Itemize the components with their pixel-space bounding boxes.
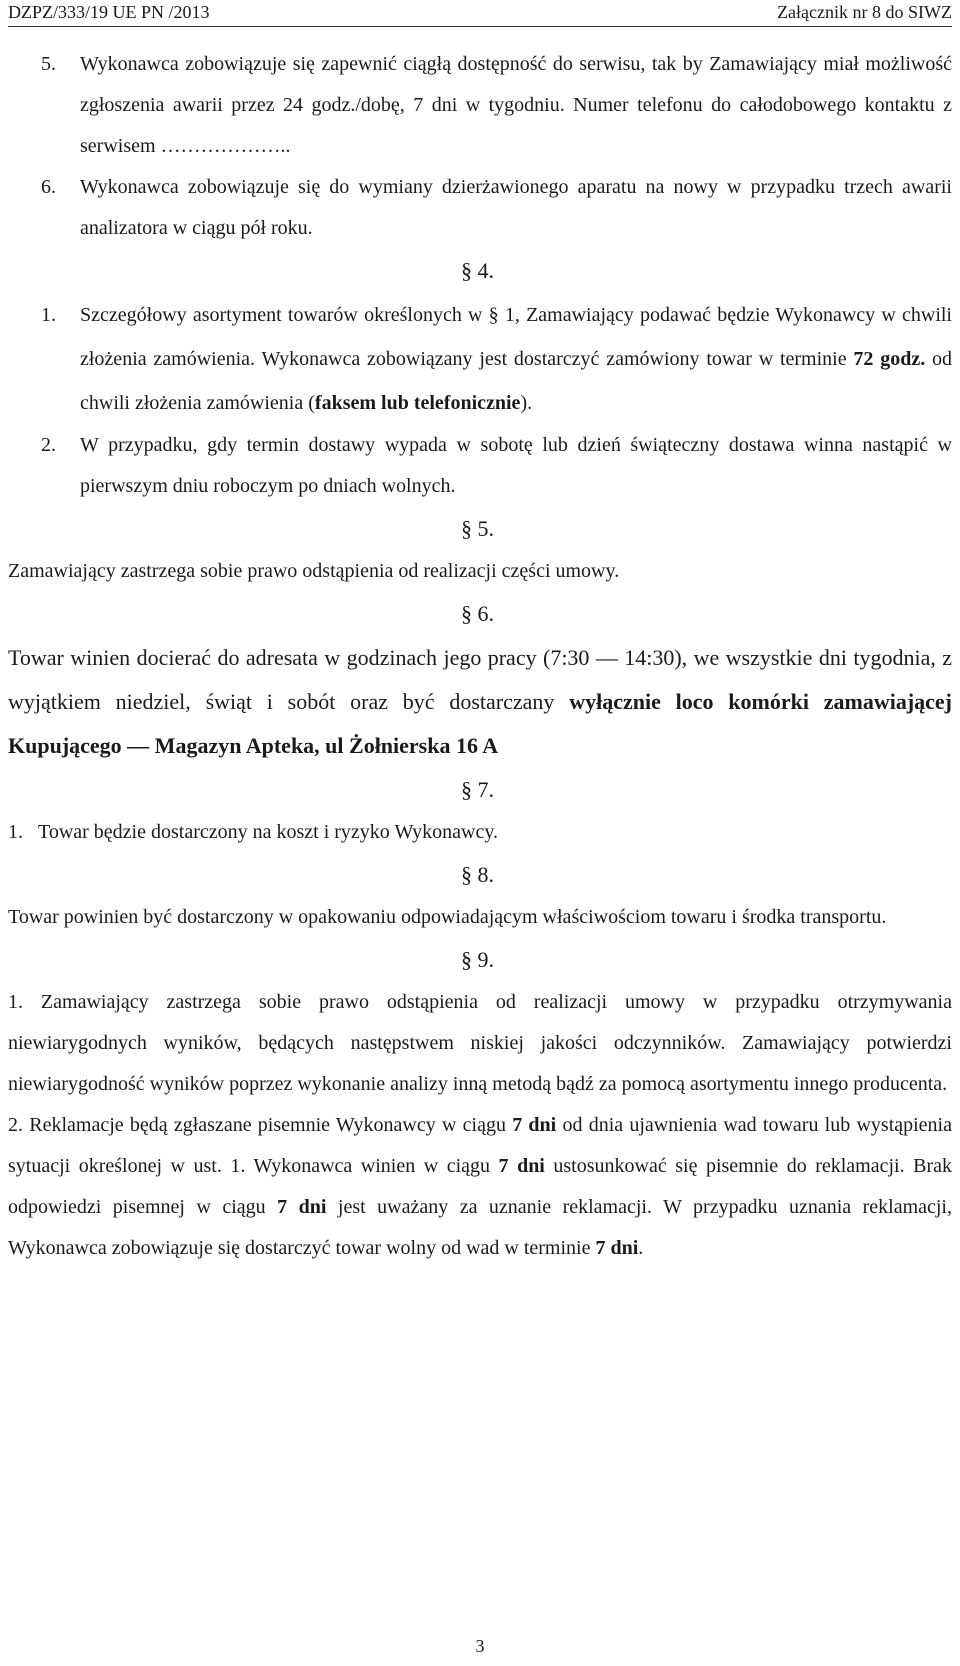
document-reference: DZPZ/333/19 UE PN /2013 <box>8 2 210 22</box>
paragraph-9-point-2: 2. Reklamacje będą zgłaszane pisemnie Wykonawcy w ciągu 7 dni od dnia ujawnienia wad towaru lub wystąpienia sytuacji określonej w ust. 1. Wykonawca winien w ciągu 7 dni ustosunkować się pisemnie do reklamacji. Brak odpowiedzi pisemnej w ciągu 7 dni jest uważany za uznanie reklamacji. W przypadku uznania reklamacji, Wykonawca zobowiązuje się dostarczyć towar wolny od wad w terminie 7 dni. <box>8 1114 952 1259</box>
paragraph-4-item-1: 1. Szczegółowy asortyment towarów określonych w § 1, Zamawiający podawać będzie Wykonawcy w chwili złożenia zamówienia. Wykonawca zobowiązany jest dostarczyć zamówiony towar w terminie 72 godz. od chwili złożenia zamówienia (faksem lub telefonicznie). <box>41 304 953 414</box>
attachment-label: Załącznik nr 8 do SIWZ <box>777 2 952 22</box>
paragraph-4-item-2: 2. W przypadku, gdy termin dostawy wypada w sobotę lub dzień świąteczny dostawa winna nastąpić w pierwszym dniu roboczym po dniach wolnych. <box>41 434 952 497</box>
paragraph-7-text: 1. Towar będzie dostarczony na koszt i ryzyko Wykonawcy. <box>8 821 499 843</box>
section-heading-9: § 9. <box>461 947 494 972</box>
section-heading-6: § 6. <box>461 601 494 626</box>
list-item-6: 6. Wykonawca zobowiązuje się do wymiany dzierżawionego aparatu na nowy w przypadku trzech awarii analizatora w ciągu pół roku. <box>41 176 952 239</box>
section-heading-5: § 5. <box>461 516 494 541</box>
list-item-5: 5. Wykonawca zobowiązuje się zapewnić ciągłą dostępność do serwisu, tak by Zamawiający miał możliwość zgłoszenia awarii przez 24 godz./dobę, 7 dni w tygodniu. Numer telefonu do całodobowego kontaktu z serwisem ……………….. <box>41 53 952 157</box>
list-item-text: Wykonawca zobowiązuje się do wymiany dzierżawionego aparatu na nowy w przypadku trzech awarii analizatora w ciągu pół roku. <box>80 176 952 239</box>
paragraph-5-text: Zamawiający zastrzega sobie prawo odstąpienia od realizacji części umowy. <box>8 560 620 582</box>
paragraph-8-text: Towar powinien być dostarczony w opakowaniu odpowiadającym właściwościom towaru i środka transportu. <box>8 906 887 928</box>
document-body <box>8 44 952 1269</box>
list-item-text: Wykonawca zobowiązuje się zapewnić ciągłą dostępność do serwisu, tak by Zamawiający miał możliwość zgłoszenia awarii przez 24 godz./dobę, 7 dni w tygodniu. Numer telefonu do całodobowego kontaktu z serwisem ……………….. <box>80 53 952 157</box>
section-heading-4: § 4. <box>461 258 494 283</box>
section-heading-8: § 8. <box>461 862 494 887</box>
delivery-location: wyłącznie loco komórki zamawiającej Kupującego — Magazyn Apteka, ul Żołnierska 16 A <box>8 689 953 758</box>
page-number: 3 <box>475 1636 485 1656</box>
paragraph-9-point-1: 1. Zamawiający zastrzega sobie prawo odstąpienia od realizacji umowy w przypadku otrzymywania niewiarygodnych wyników, będących następstwem niskiej jakości odczynników. Zamawiający potwierdzi niewiarygodność wyników poprzez wykonanie analizy inną metodą bądź za pomocą asortymentu innego producenta. <box>8 991 952 1095</box>
paragraph-6-text: Towar winien docierać do adresata w godzinach jego pracy (7:30 — 14:30), we wszystkie dni tygodnia, z wyjątkiem niedziel, świąt i sobót oraz być dostarczany wyłącznie loco komórki zamawiającej Kupującego — Magazyn Apteka, ul Żołnierska 16 A <box>8 645 953 758</box>
page-header <box>8 0 952 27</box>
section-heading-7: § 7. <box>461 777 494 802</box>
